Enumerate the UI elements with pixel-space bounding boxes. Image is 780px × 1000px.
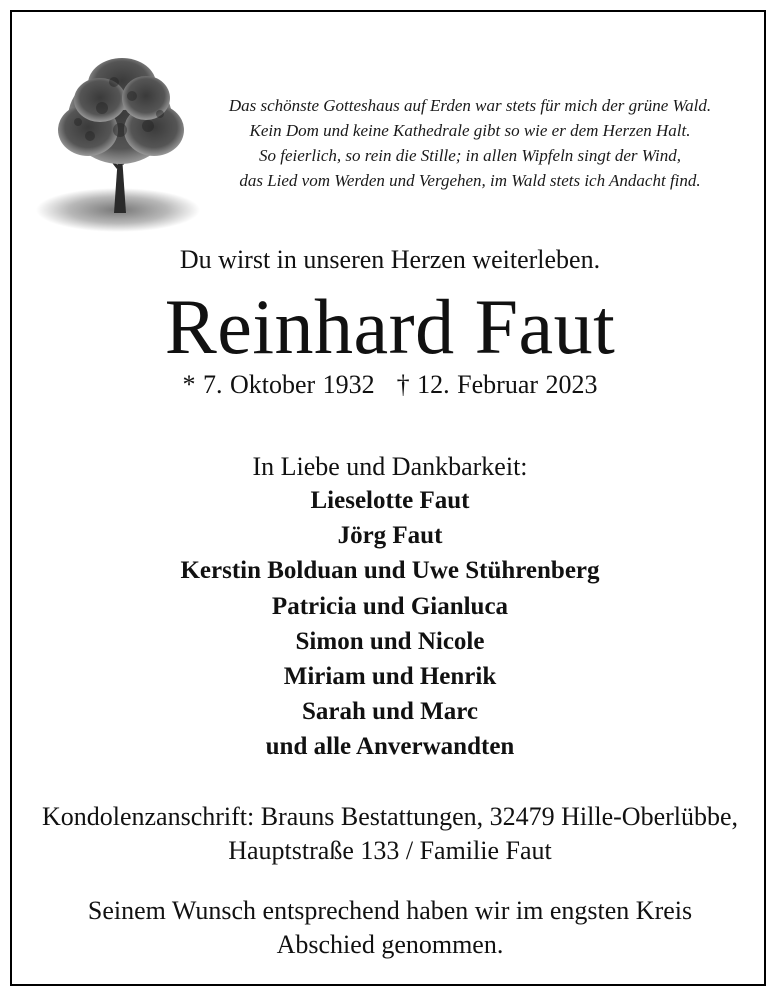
mourner: Patricia und Gianluca [271, 592, 509, 620]
death-date: † 12. Februar 2023 [396, 370, 598, 399]
condolence-address [0, 800, 780, 868]
address-line: Hauptstraße 133 / Familie Faut [228, 836, 552, 865]
poem [198, 93, 742, 193]
closing-note [0, 894, 780, 962]
mourner: Lieselotte Faut [310, 487, 470, 514]
poem-line: So feierlich, so rein die Stille; in allen Wipfeln singt der Wind, [259, 146, 681, 165]
mourner: Jörg Faut [337, 522, 443, 550]
mourners-list [0, 483, 780, 765]
life-dates [0, 370, 780, 400]
poem-line: Kein Dom und keine Kathedrale gibt so wie er dem Herzen Halt. [249, 121, 691, 140]
address-line: Kondolenzanschrift: Brauns Bestattungen, 32479 Hille-Oberlübbe, [41, 802, 739, 831]
lead-text: Du wirst in unseren Herzen weiterleben. [179, 245, 601, 274]
closing-line: Abschied genommen. [276, 930, 504, 959]
poem-line: Das schönste Gotteshaus auf Erden war stets für mich der grüne Wald. [228, 96, 712, 115]
thanks-heading: In Liebe und Dankbarkeit: [252, 452, 528, 481]
mourner: Kerstin Bolduan und Uwe Stührenberg [180, 557, 600, 585]
poem-line: das Lied vom Werden und Vergehen, im Wald stets ich Andacht find. [239, 171, 701, 190]
tree-icon [30, 38, 200, 243]
mourner: Simon und Nicole [295, 627, 485, 655]
mourner: Sarah und Marc [302, 698, 478, 726]
deceased-name: Reinhard Faut [164, 283, 616, 370]
mourner: Miriam und Henrik [283, 663, 497, 691]
birth-date: * 7. Oktober 1932 [182, 370, 375, 399]
mourner: und alle Anverwandten [265, 733, 515, 761]
closing-line: Seinem Wunsch entsprechend haben wir im engsten Kreis [87, 896, 693, 925]
